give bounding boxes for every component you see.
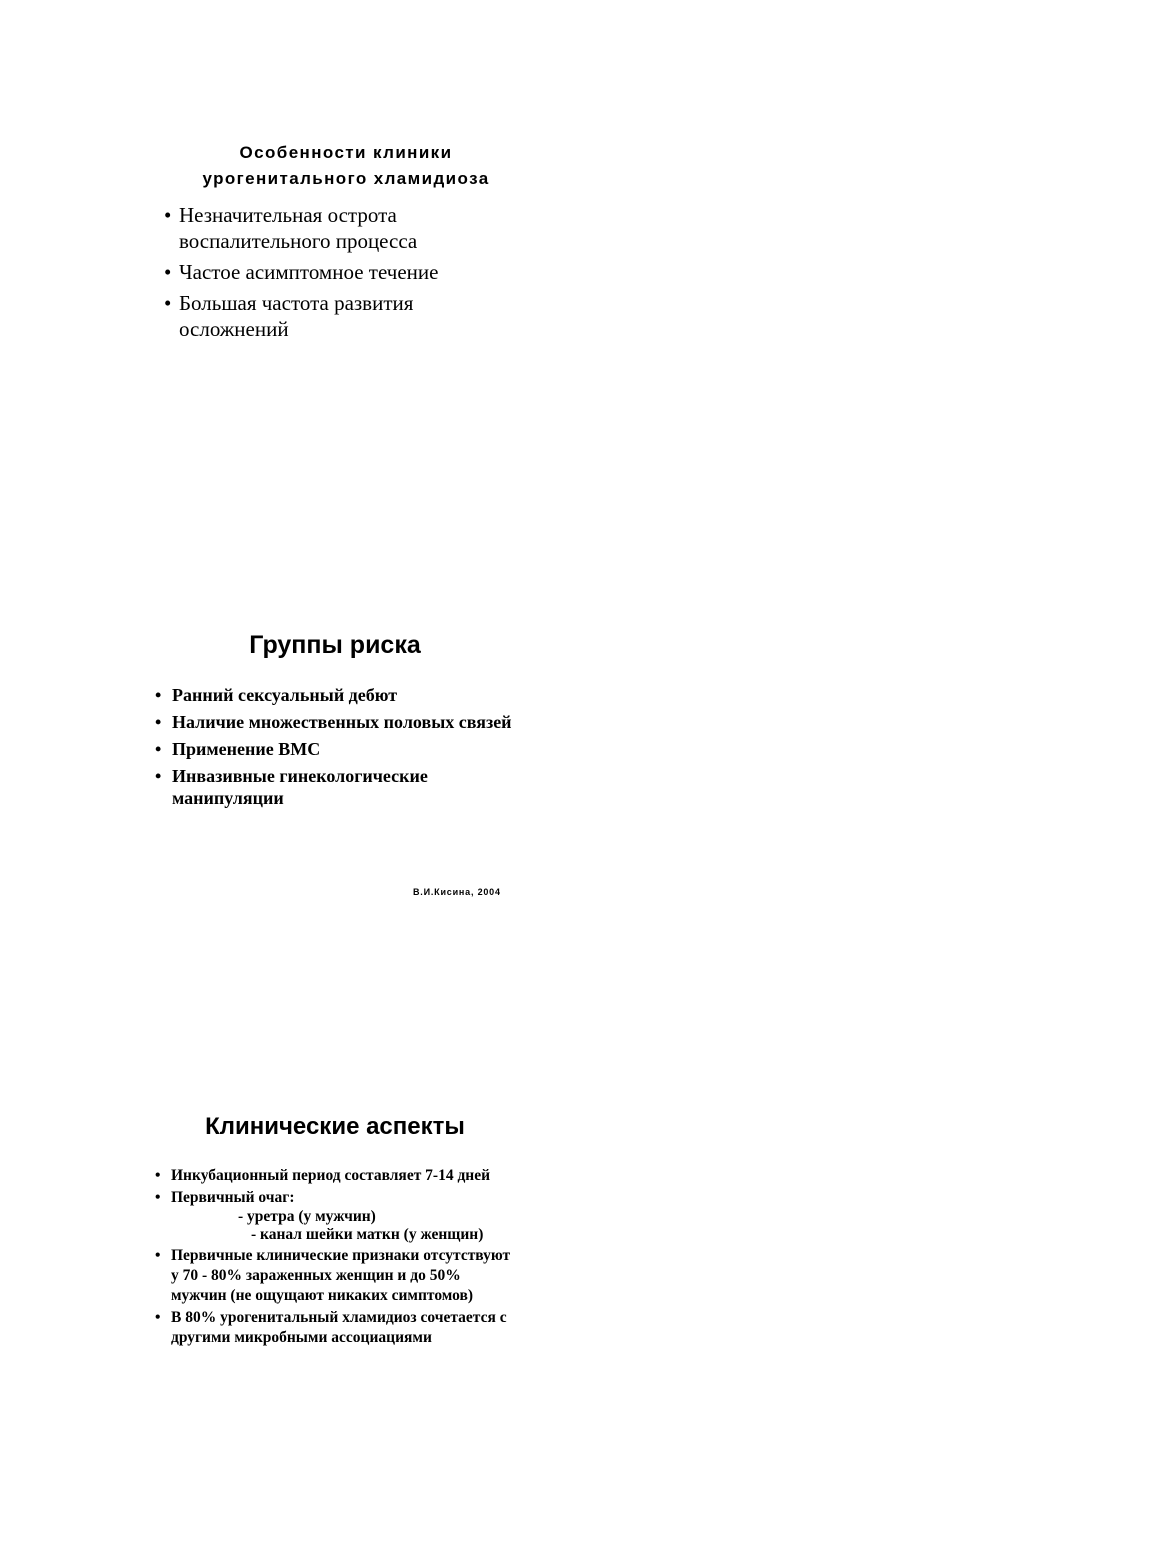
list-item <box>154 1308 554 1348</box>
list-item <box>154 738 554 760</box>
item-text: • Инвазивные гинекологические <box>172 766 428 786</box>
item-text: • Частое асимптомное течение <box>179 260 439 284</box>
source-credit: В.И.Кисина, 2004 <box>413 887 501 897</box>
list-item <box>154 765 554 809</box>
list-item <box>154 684 554 706</box>
item-text: другими микробными ассоциациями <box>171 1329 432 1346</box>
sub-item-text: - уретра (у мужчин) <box>238 1208 376 1225</box>
list-item <box>154 1188 554 1244</box>
item-text: мужчин (не ощущают никаких симптомов) <box>171 1287 474 1304</box>
bullet-list <box>154 1166 554 1350</box>
title-line: Особенности клиники <box>239 143 453 162</box>
item-text: • Первичный очаг: <box>171 1189 295 1206</box>
list-item <box>154 1166 554 1186</box>
item-text: • В 80% урогенитальный хламидиоз сочетается с <box>171 1309 507 1326</box>
item-text: осложнений <box>179 317 289 341</box>
item-text: • Первичные клинические признаки отсутствуют <box>171 1247 511 1264</box>
slide-title: Клинические аспекты <box>205 1113 465 1140</box>
title-line: урогенитального хламидиоза <box>202 169 490 188</box>
list-item <box>154 711 554 733</box>
item-text: • Большая частота развития <box>179 291 414 315</box>
list-item <box>163 290 523 342</box>
item-text: у 70 - 80% зараженных женщин и до 50% <box>171 1267 461 1284</box>
item-text: • Наличие множественных половых связей <box>172 712 512 732</box>
bullet-list <box>163 202 523 347</box>
list-item <box>163 259 523 285</box>
sub-item-text: - канал шейки маткн (у женщин) <box>251 1226 484 1243</box>
item-text: • Инкубационный период составляет 7-14 дней <box>171 1167 491 1184</box>
item-text: воспалительного процесса <box>179 229 418 253</box>
item-text: манипуляции <box>172 788 284 808</box>
list-item <box>163 202 523 254</box>
item-text: • Ранний сексуальный дебют <box>172 685 398 705</box>
item-text: • Незначительная острота <box>179 203 397 227</box>
item-text: • Применение ВМС <box>172 739 321 759</box>
bullet-list <box>154 684 554 814</box>
list-item <box>154 1246 554 1306</box>
slide-title <box>140 140 552 192</box>
slide-title: Группы риска <box>249 631 421 659</box>
